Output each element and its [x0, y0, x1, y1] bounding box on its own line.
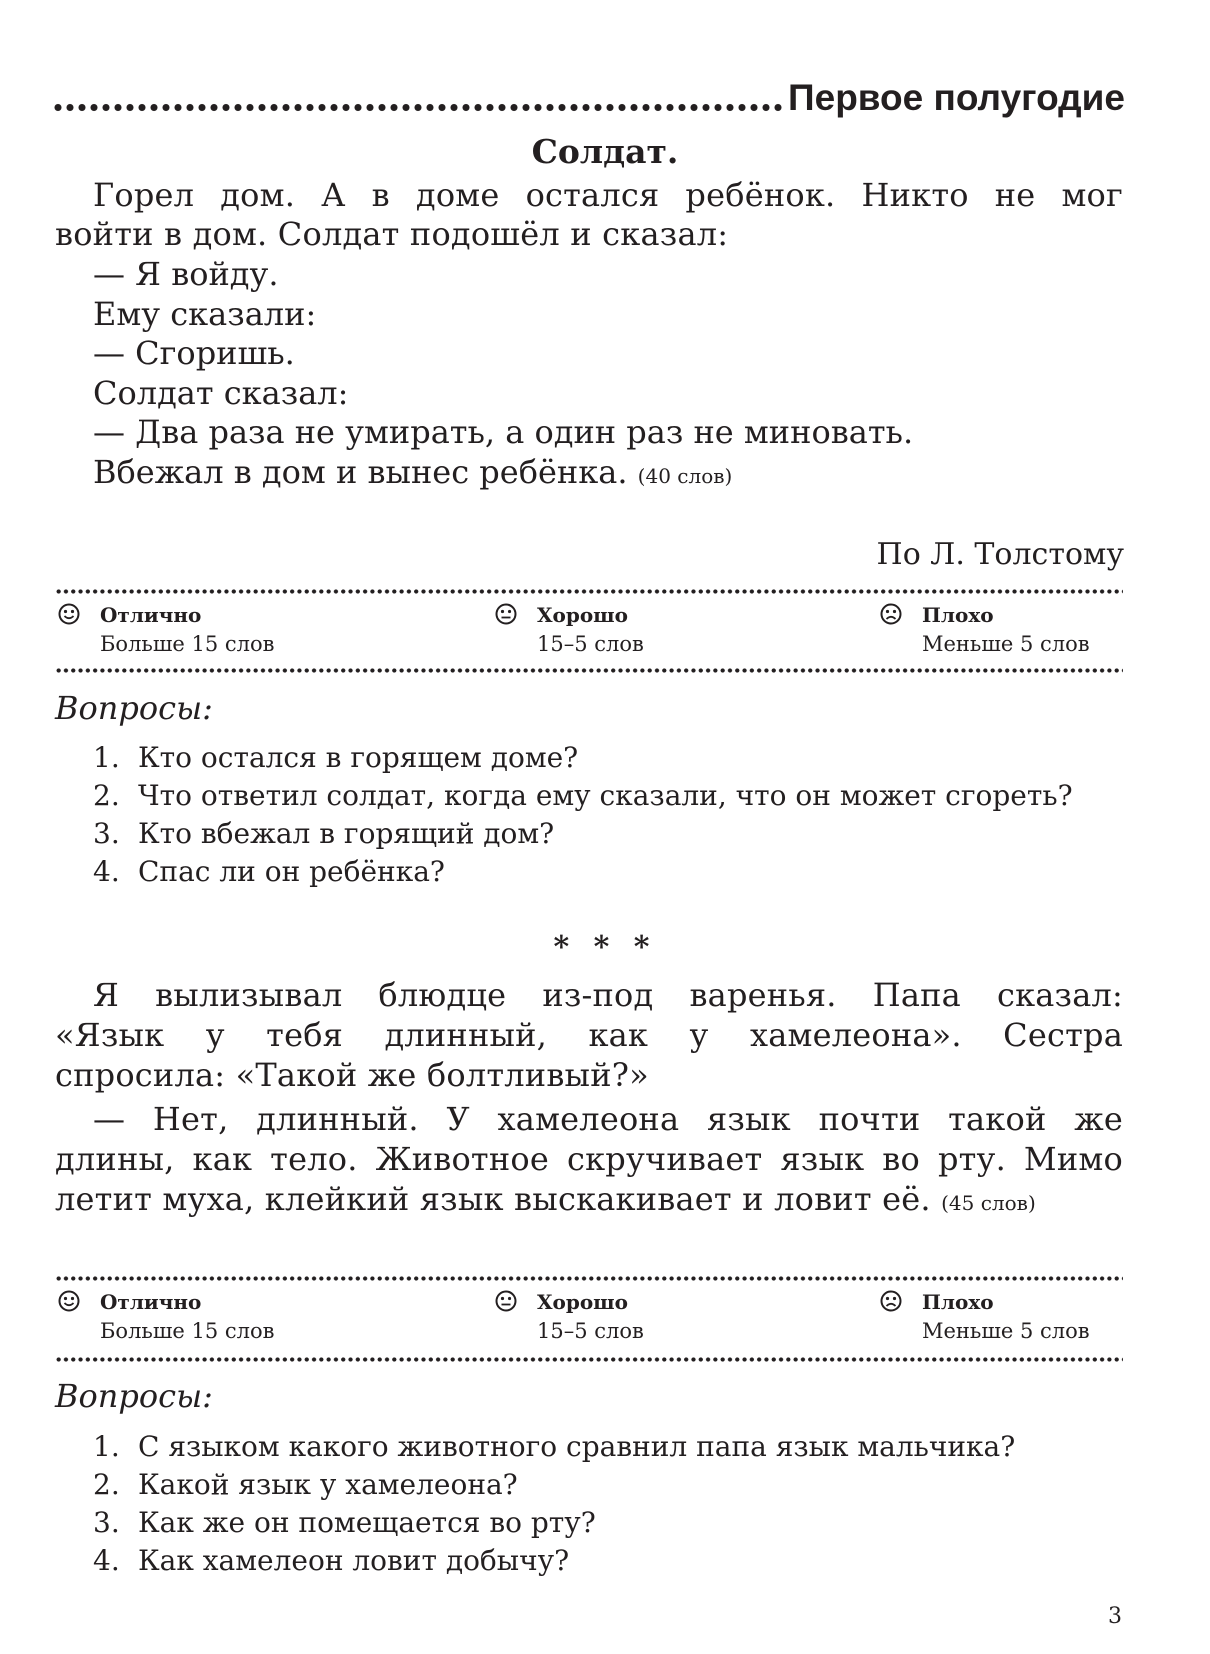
- dotted-divider: [55, 589, 1123, 594]
- grade-description: Больше 15 слов: [100, 632, 275, 656]
- question-number: 4.: [93, 1544, 120, 1577]
- grade-label: Плохо: [922, 603, 994, 627]
- story1-line6: Солдат сказал:: [93, 374, 349, 412]
- question-item: [93, 778, 1073, 814]
- story2-line6-text: летит муха, клейкий язык выскакивает и ловит её.: [55, 1180, 931, 1218]
- grade-label: Отлично: [100, 603, 202, 627]
- story1-line1: Горел дом. А в доме остался ребёнок. Никто не мог: [93, 176, 1123, 214]
- neutral-face-icon: [495, 603, 517, 625]
- dotted-divider: [55, 668, 1123, 673]
- story-title: Солдат.: [531, 132, 679, 171]
- question-text: Как хамелеон ловит добычу?: [138, 1544, 570, 1577]
- word-count: (40 слов): [637, 464, 733, 488]
- question-item: [93, 854, 445, 890]
- question-number: 2.: [93, 779, 120, 812]
- story1-line8: [93, 452, 732, 497]
- dotted-divider: [55, 1357, 1123, 1362]
- question-text: Кто остался в горящем доме?: [138, 741, 579, 774]
- happy-face-icon: [58, 1290, 80, 1312]
- grade-description: Больше 15 слов: [100, 1319, 275, 1343]
- question-item: [93, 1429, 1015, 1465]
- grade-label: Хорошо: [537, 1290, 629, 1314]
- question-text: С языком какого животного сравнил папа язык мальчика?: [138, 1430, 1016, 1463]
- grade-description: Меньше 5 слов: [922, 1319, 1090, 1343]
- story1-line7: — Два раза не умирать, а один раз не миновать.: [93, 413, 914, 451]
- question-text: Кто вбежал в горящий дом?: [138, 817, 555, 850]
- question-number: 4.: [93, 855, 120, 888]
- story2-line2: «Язык у тебя длинный, как у хамелеона». Сестра: [55, 1016, 1123, 1054]
- grade-label: Отлично: [100, 1290, 202, 1314]
- question-text: Как же он помещается во рту?: [138, 1506, 596, 1539]
- story2-line5: длины, как тело. Животное скручивает язык во рту. Мимо: [55, 1140, 1123, 1178]
- question-number: 3.: [93, 817, 120, 850]
- story1-line8-text: Вбежал в дом и вынес ребёнка.: [93, 453, 628, 491]
- author-credit: По Л. Толстому: [876, 537, 1124, 572]
- story1-line4: Ему сказали:: [93, 295, 317, 333]
- question-number: 1.: [93, 1430, 120, 1463]
- grade-description: 15–5 слов: [537, 1319, 644, 1343]
- question-item: [93, 1505, 596, 1541]
- sad-face-icon: [880, 1290, 902, 1312]
- story2-line4: — Нет, длинный. У хамелеона язык почти такой же: [93, 1100, 1123, 1138]
- grade-label: Плохо: [922, 1290, 994, 1314]
- question-text: Что ответил солдат, когда ему сказали, что он может сгореть?: [138, 779, 1073, 812]
- story2-line1: Я вылизывал блюдце из-под варенья. Папа сказал:: [93, 976, 1123, 1014]
- story2-line3: спросила: «Такой же болтливый?»: [55, 1056, 649, 1094]
- section-header: [52, 70, 1125, 126]
- question-text: Спас ли он ребёнка?: [138, 855, 445, 888]
- grade-label: Хорошо: [537, 603, 629, 627]
- word-count: (45 слов): [941, 1191, 1036, 1215]
- story2-line6: [55, 1179, 1123, 1224]
- question-item: [93, 1467, 518, 1503]
- question-number: 2.: [93, 1468, 120, 1501]
- story1-line5: — Сгоришь.: [93, 334, 295, 372]
- question-number: 3.: [93, 1506, 120, 1539]
- question-item: [93, 740, 578, 776]
- sad-face-icon: [880, 603, 902, 625]
- dot-leader: [52, 103, 782, 112]
- question-text: Какой язык у хамелеона?: [138, 1468, 518, 1501]
- grade-description: 15–5 слов: [537, 632, 644, 656]
- questions-heading: Вопросы:: [55, 1377, 213, 1415]
- question-item: [93, 816, 554, 852]
- happy-face-icon: [58, 603, 80, 625]
- section-separator: * * *: [553, 930, 657, 965]
- grade-description: Меньше 5 слов: [922, 632, 1090, 656]
- dotted-divider: [55, 1276, 1123, 1281]
- questions-heading: Вопросы:: [55, 689, 213, 727]
- question-number: 1.: [93, 741, 120, 774]
- neutral-face-icon: [495, 1290, 517, 1312]
- section-title: Первое полугодие: [788, 77, 1125, 118]
- question-item: [93, 1543, 569, 1579]
- story1-line3: — Я войду.: [93, 255, 279, 293]
- page-number: 3: [1108, 1604, 1122, 1629]
- story1-line2: войти в дом. Солдат подошёл и сказал:: [55, 215, 729, 253]
